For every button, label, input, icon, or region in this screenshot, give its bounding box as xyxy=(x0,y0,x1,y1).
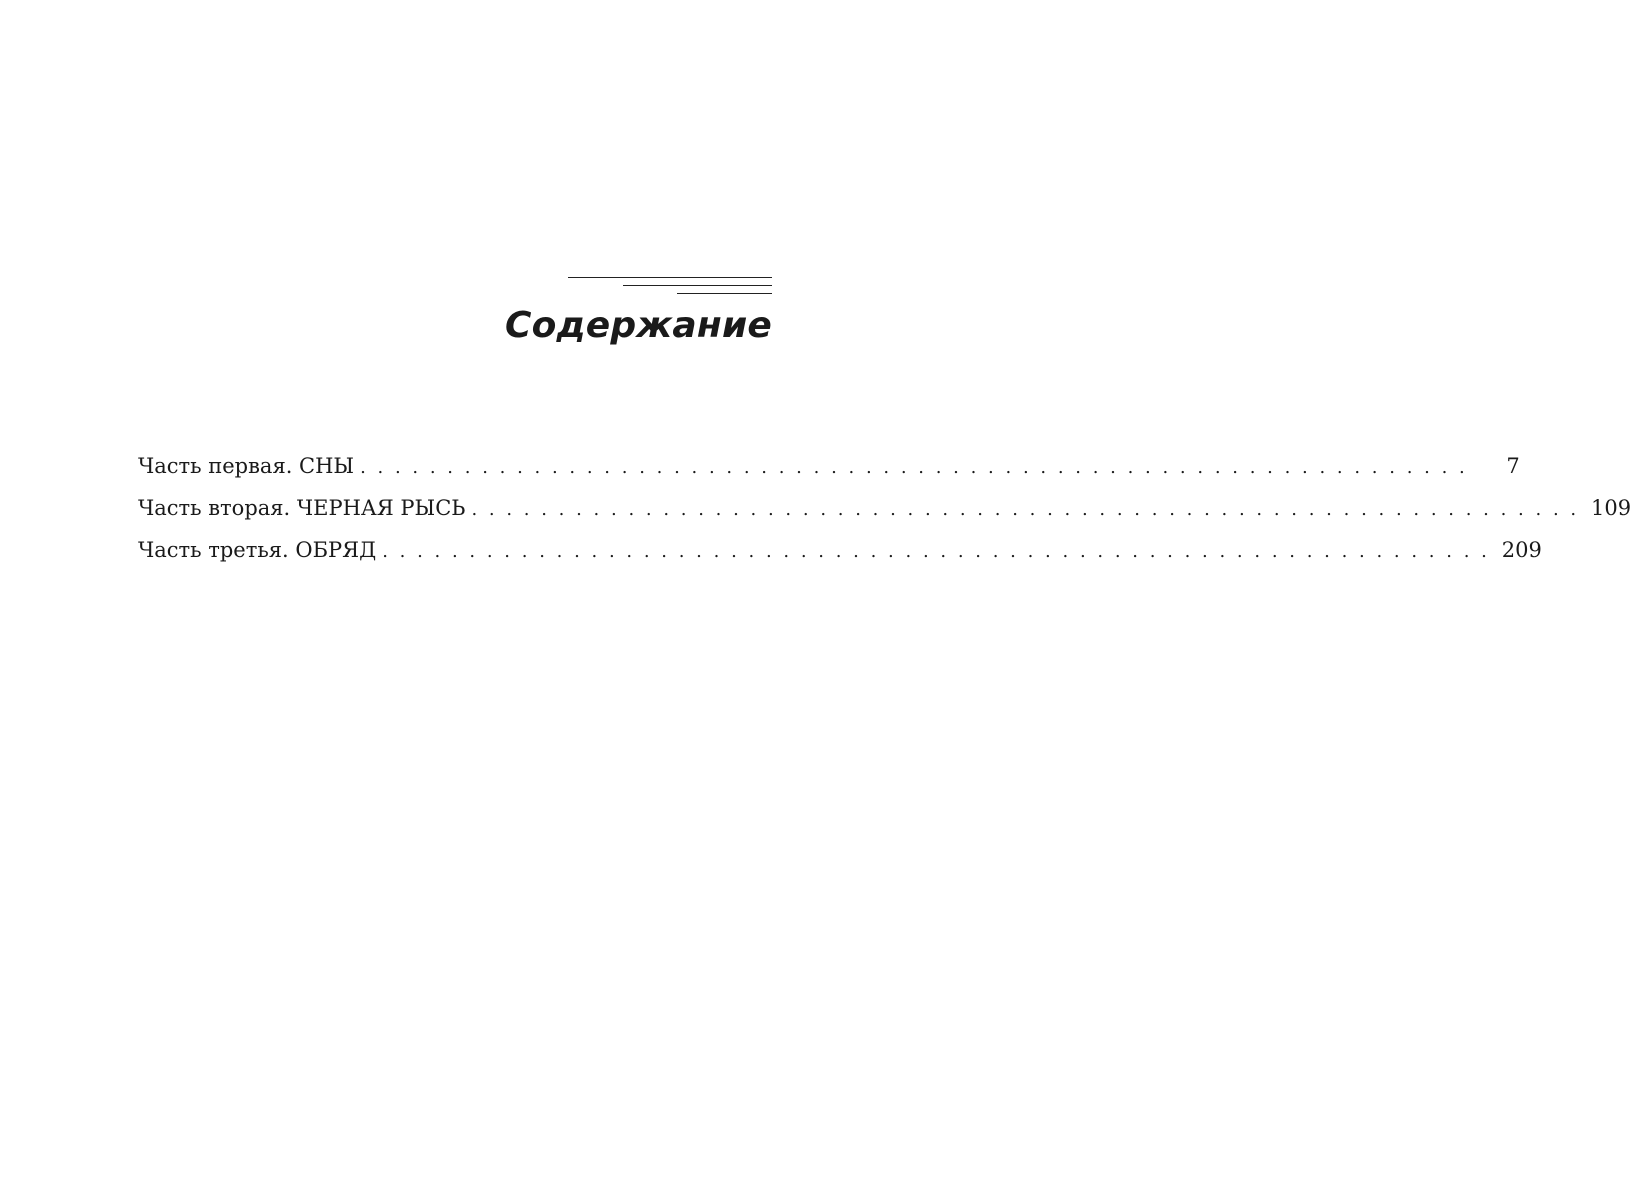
toc-entry[interactable] xyxy=(138,492,1631,534)
toc-entry-label: Часть третья. ОБРЯД xyxy=(138,538,377,562)
toc-entry-label: Часть вторая. ЧЕРНАЯ РЫСЬ xyxy=(138,496,466,520)
toc-leader-dots: . . . . . . . . . . . . . . . . . . . . . . . . . . . . . . . . . . . . . . . . . . . . . . . . . . . . . . . . . . . . . . . . xyxy=(471,499,1580,520)
toc-entry-page: 209 xyxy=(1501,538,1542,562)
toc-entry[interactable] xyxy=(138,450,1520,492)
toc-leader-dots: . . . . . . . . . . . . . . . . . . . . . . . . . . . . . . . . . . . . . . . . . . . . . . . . . . . . . . . . . . . . . . . . xyxy=(382,541,1490,562)
toc-entry-label: Часть первая. СНЫ xyxy=(138,454,355,478)
decorative-rule-middle xyxy=(623,285,772,286)
toc-entry-page: 7 xyxy=(1506,454,1520,478)
toc-entry[interactable] xyxy=(138,534,1542,576)
toc-leader-dots: . . . . . . . . . . . . . . . . . . . . . . . . . . . . . . . . . . . . . . . . . . . . . . . . . . . . . . . . . . . . . . . . xyxy=(360,457,1468,478)
table-of-contents xyxy=(138,450,1631,576)
page-title: Содержание xyxy=(504,305,772,346)
decorative-rule-top xyxy=(568,277,772,278)
decorative-rule-bottom xyxy=(677,293,772,294)
toc-entry-page: 109 xyxy=(1591,496,1631,520)
